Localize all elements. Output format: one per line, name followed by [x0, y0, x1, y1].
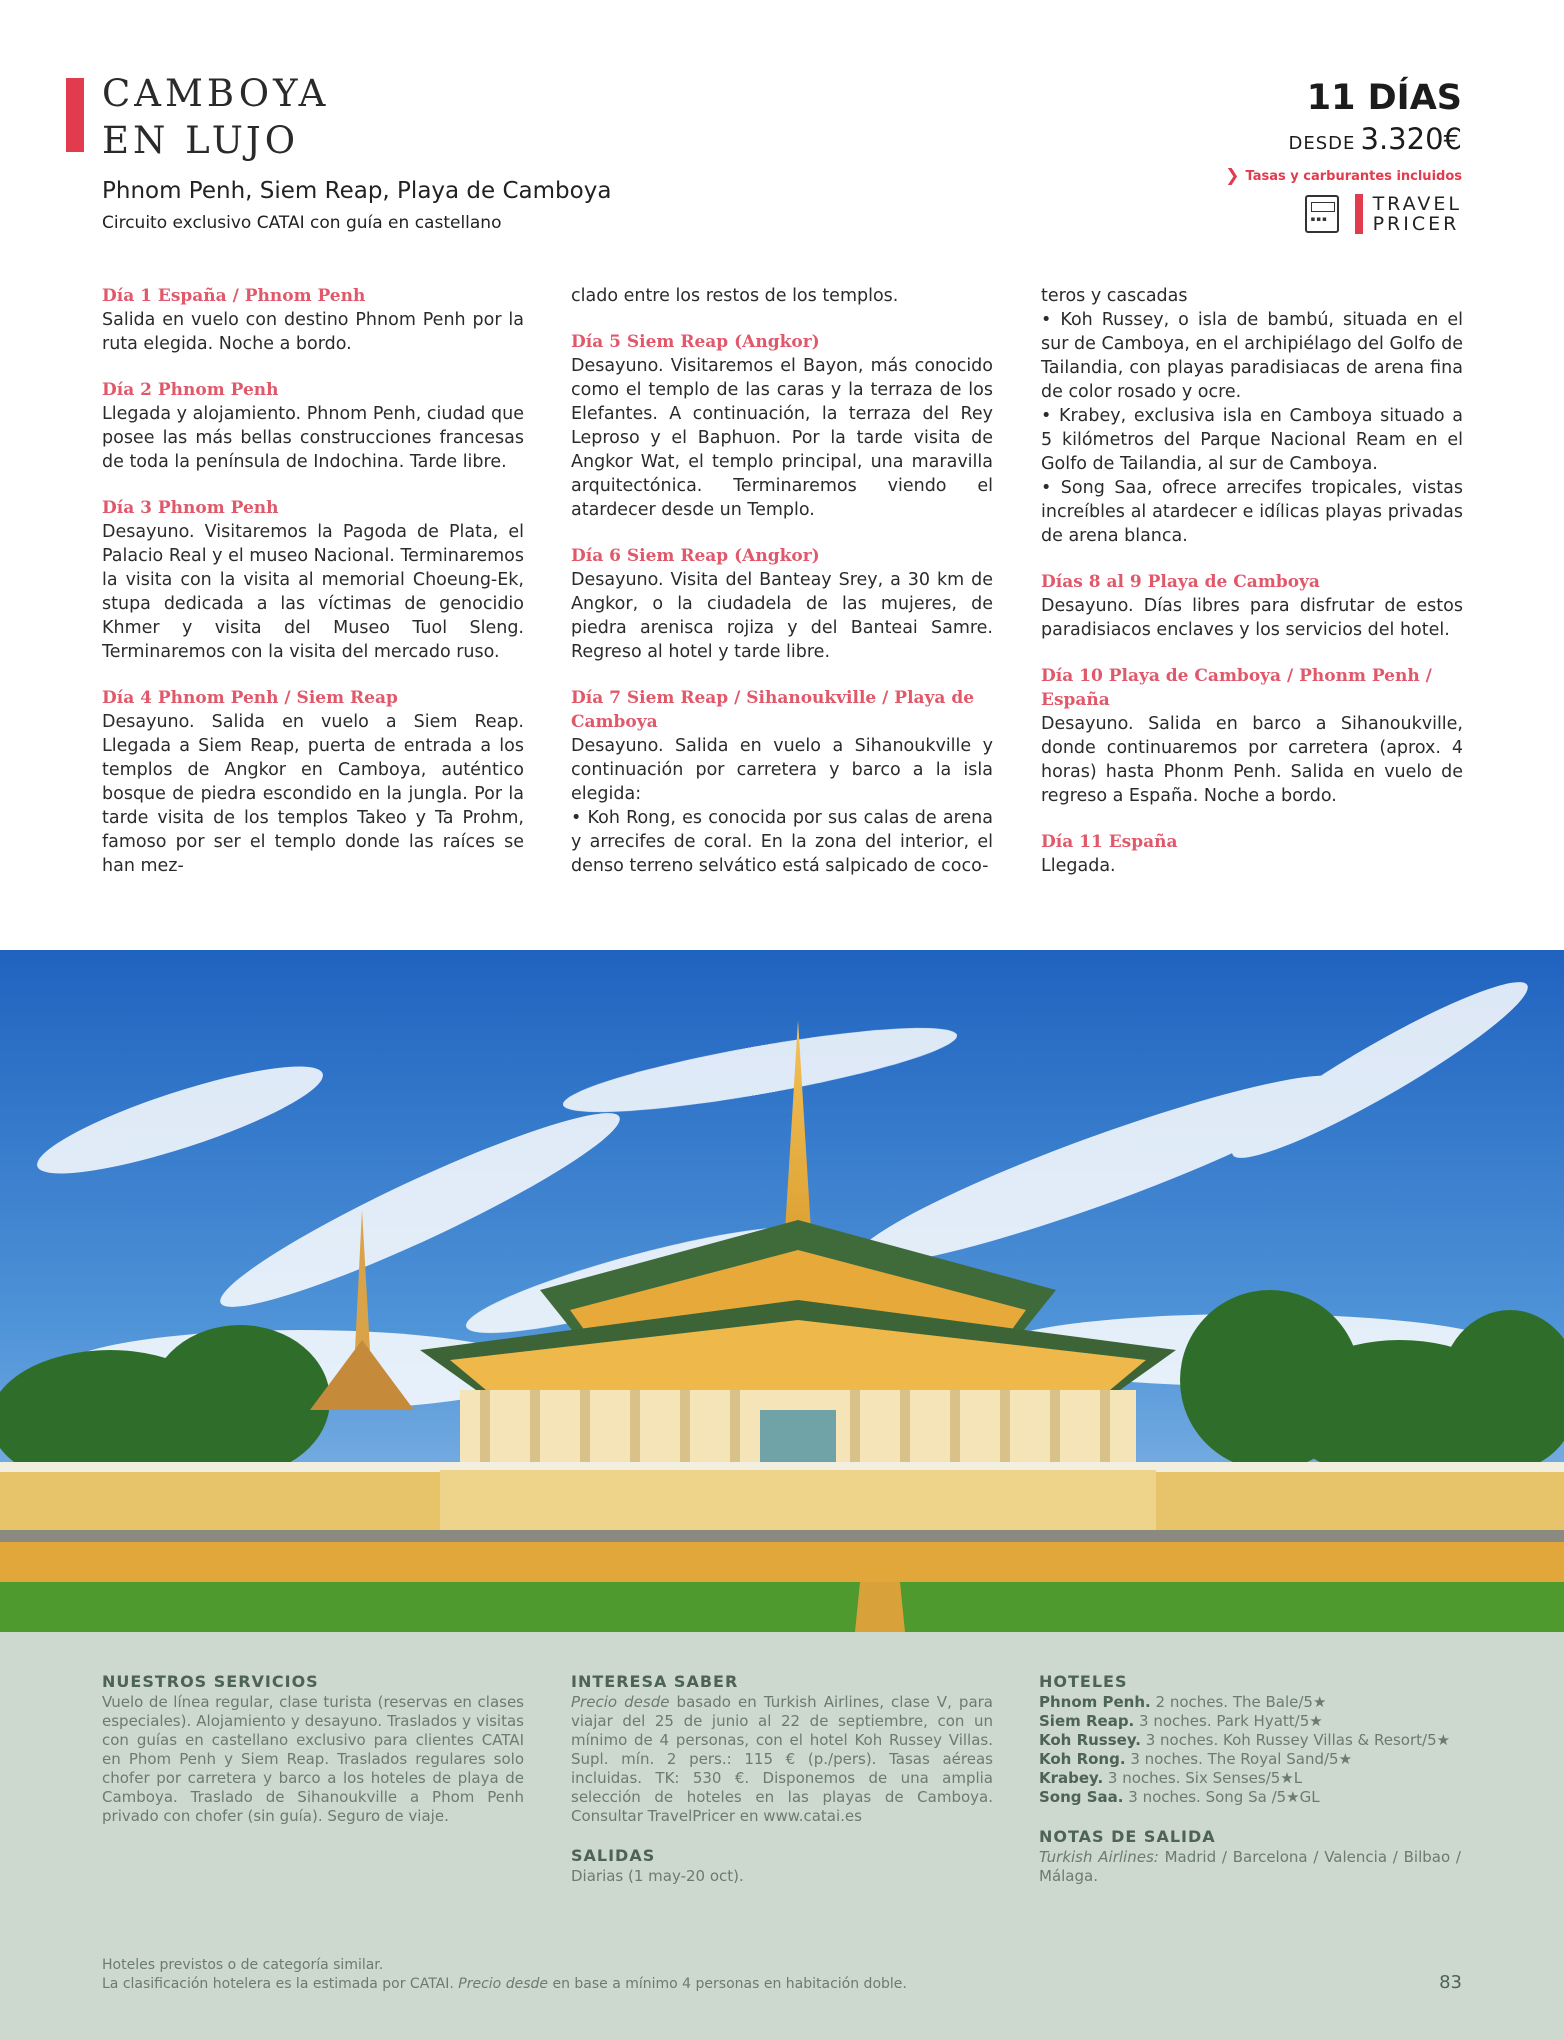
day-heading: Día 7 Siem Reap / Sihanoukville / Playa de Camboya	[571, 688, 975, 732]
hotel-place: Siem Reap.	[1039, 1712, 1135, 1730]
hotel-item	[1039, 1769, 1461, 1788]
page-title	[102, 70, 329, 164]
chevron-right-icon: ❯	[1225, 166, 1240, 186]
services-section	[102, 1672, 524, 1826]
itinerary-column-2	[571, 284, 993, 878]
departure-cities: Madrid / Barcelona / Valencia / Bilbao / Málaga.	[1039, 1848, 1461, 1885]
trip-duration: 11 DÍAS	[1306, 78, 1462, 118]
price-prefix: DESDE	[1288, 133, 1356, 154]
taxes-note	[1225, 166, 1462, 186]
hotel-place: Krabey.	[1039, 1769, 1104, 1787]
info-section	[571, 1672, 993, 1886]
day-text: Desayuno. Salida en vuelo a Siem Reap. Llegada a Siem Reap, puerta de entrada a los templos de Angkor en Camboya, auténtico bosque de piedra escondido en la jungla. Por la tarde visita de los templos Takeo y Ta Prohm, famoso por ser el templo donde las raíces se han mez-	[102, 712, 524, 876]
hotel-place: Koh Russey.	[1039, 1731, 1141, 1749]
info-heading: INTERESA SABER	[571, 1672, 739, 1691]
info-lead: Precio desde	[571, 1693, 670, 1711]
title-accent-bar	[66, 78, 84, 152]
day-heading: Días 8 al 9 Playa de Camboya	[1041, 572, 1320, 592]
hotel-item	[1039, 1788, 1461, 1807]
tour-tagline: Circuito exclusivo CATAI con guía en castellano	[102, 213, 502, 233]
day-heading: Día 11 España	[1041, 832, 1178, 852]
travel-pricer-line2: PRICER	[1372, 213, 1460, 235]
day-text-continued: clado entre los restos de los templos.	[571, 286, 899, 306]
day-heading: Día 2 Phnom Penh	[102, 380, 279, 400]
island-bullet: • Krabey, exclusiva isla en Camboya situado a 5 kilómetros del Parque Nacional Ream en el Golfo de Tailandia, al sur de Camboya.	[1041, 406, 1463, 474]
footnote-line-1: Hoteles previstos o de categoría similar.	[102, 1957, 384, 1973]
day-text: Llegada y alojamiento. Phnom Penh, ciudad que posee las más bellas construcciones francesas de toda la península de Indochina. Tarde libre.	[102, 404, 524, 472]
hotels-heading: HOTELES	[1039, 1672, 1128, 1691]
day-text: Desayuno. Salida en vuelo a Sihanoukville y continuación por carretera y barco a la isla elegida:	[571, 736, 993, 804]
hotels-section	[1039, 1672, 1461, 1886]
footnote-text-a: La clasificación hotelera es la estimada por CATAI.	[102, 1976, 459, 1992]
departure-notes-heading: NOTAS DE SALIDA	[1039, 1827, 1216, 1846]
island-bullet: • Koh Russey, o isla de bambú, situada en el sur de Camboya, en el archipiélago del Golfo de Tailandia, con playas paradisiacas de arena fina de color rosado y ocre.	[1041, 310, 1463, 402]
hotel-item	[1039, 1750, 1461, 1769]
day-heading: Día 4 Phnom Penh / Siem Reap	[102, 688, 398, 708]
price-value: 3.320€	[1360, 122, 1462, 156]
island-bullet: • Koh Rong, es conocida por sus calas de arena y arrecifes de coral. En la zona del interior, el denso terreno selvático está salpicado de coco-	[571, 808, 993, 876]
day-text: Desayuno. Visita del Banteay Srey, a 30 km de Angkor, o la ciudadela de las mujeres, de piedra arenisca rojiza y del Banteai Samre. Regreso al hotel y tarde libre.	[571, 570, 993, 662]
day-text: Llegada.	[1041, 856, 1116, 876]
day-heading: Día 6 Siem Reap (Angkor)	[571, 546, 820, 566]
departure-notes-text	[1039, 1848, 1461, 1886]
hotel-detail: 3 noches. Song Sa /5★GL	[1123, 1788, 1320, 1806]
footnote-italic: Precio desde	[458, 1976, 548, 1992]
travel-pricer-logo[interactable]	[1305, 194, 1462, 234]
hotel-detail: 2 noches. The Bale/5★	[1150, 1693, 1327, 1711]
royal-palace-photo	[0, 950, 1564, 1632]
day-text: Desayuno. Días libres para disfrutar de estos paradisiacos enclaves y los servicios del hotel.	[1041, 596, 1463, 640]
title-line-1: CAMBOYA	[102, 72, 330, 115]
departures-text: Diarias (1 may-20 oct).	[571, 1867, 744, 1885]
info-text	[571, 1693, 993, 1826]
day-text: Desayuno. Visitaremos la Pagoda de Plata, el Palacio Real y el museo Nacional. Terminaremos la visita con la visita al memorial Choeung-Ek, stupa dedicada a las víctimas de genocidio Khmer y visita del Museo Tuol Sleng. Terminaremos con la visita del mercado ruso.	[102, 522, 524, 662]
title-line-2: EN LUJO	[102, 119, 300, 162]
hotel-place: Phnom Penh.	[1039, 1693, 1151, 1711]
day-heading: Día 10 Playa de Camboya / Phonm Penh / España	[1041, 666, 1432, 710]
hotel-place: Song Saa.	[1039, 1788, 1124, 1806]
hotel-place: Koh Rong.	[1039, 1750, 1126, 1768]
info-body: basado en Turkish Airlines, clase V, para viajar del 25 de junio al 22 de septiembre, con un mínimo de 4 personas, con el hotel Koh Russey Villas. Supl. mín. 2 pers.: 115 € (p./pers). Tasas aéreas incluidas. TK: 530 €. Disponemos de una amplia selección de hoteles en las playas de Camboya. Consultar TravelPricer en www.catai.es	[571, 1693, 994, 1825]
travel-pricer-line1: TRAVEL	[1372, 193, 1462, 215]
departures-heading: SALIDAS	[571, 1846, 656, 1865]
calculator-icon	[1305, 195, 1339, 233]
hotel-item	[1039, 1712, 1461, 1731]
taxes-note-text: Tasas y carburantes incluidos	[1245, 169, 1462, 184]
itinerary-column-3	[1041, 284, 1463, 878]
hotel-detail: 3 noches. Koh Russey Villas & Resort/5★	[1140, 1731, 1451, 1749]
hotel-detail: 3 noches. Six Senses/5★L	[1103, 1769, 1303, 1787]
page-number: 83	[1439, 1972, 1462, 1993]
day-text: Desayuno. Salida en barco a Sihanoukville, donde continuaremos por carretera (aprox. 4 horas) hasta Phonm Penh. Salida en vuelo de regreso a España. Noche a bordo.	[1041, 714, 1463, 806]
footnote	[102, 1956, 907, 1994]
services-text: Vuelo de línea regular, clase turista (reservas en clases especiales). Alojamiento y desayuno. Traslados y visitas con guías en castellano exclusivo para clientes CATAI en Phom Penh y Siem Reap. Traslados regulares solo chofer por carretera y barco a los hoteles de playa de Camboya. Traslado de Sihanoukville a Phom Penh privado con chofer (sin guía). Seguro de viaje.	[102, 1693, 524, 1825]
footnote-line-2	[102, 1975, 907, 1994]
hotel-item	[1039, 1693, 1461, 1712]
travel-pricer-accent	[1355, 194, 1363, 234]
day-heading: Día 5 Siem Reap (Angkor)	[571, 332, 820, 352]
day-heading: Día 3 Phnom Penh	[102, 498, 279, 518]
services-heading: NUESTROS SERVICIOS	[102, 1672, 319, 1691]
island-bullet: • Song Saa, ofrece arrecifes tropicales, vistas increíbles al atardecer e idílicas playas privadas de arena blanca.	[1041, 478, 1463, 546]
day-text: Salida en vuelo con destino Phnom Penh por la ruta elegida. Noche a bordo.	[102, 310, 524, 354]
day-text: Desayuno. Visitaremos el Bayon, más conocido como el templo de las caras y la terraza de los Elefantes. A continuación, la terraza del Rey Leproso y el Baphuon. Por la tarde visita de Angkor Wat, el templo principal, una maravilla arquitectónica. Terminaremos viendo el atardecer desde un Templo.	[571, 356, 993, 520]
day-heading: Día 1 España / Phnom Penh	[102, 286, 366, 306]
itinerary-column-1	[102, 284, 524, 878]
travel-pricer-text	[1373, 194, 1462, 234]
hotel-detail: 3 noches. Park Hyatt/5★	[1134, 1712, 1323, 1730]
hotel-item	[1039, 1731, 1461, 1750]
hotel-detail: 3 noches. The Royal Sand/5★	[1125, 1750, 1353, 1768]
departure-airline: Turkish Airlines:	[1039, 1848, 1159, 1866]
route-subtitle: Phnom Penh, Siem Reap, Playa de Camboya	[102, 178, 612, 204]
footnote-text-b: en base a mínimo 4 personas en habitación doble.	[548, 1976, 907, 1992]
day-text-continued: teros y cascadas	[1041, 286, 1188, 306]
price-line	[1289, 122, 1462, 156]
